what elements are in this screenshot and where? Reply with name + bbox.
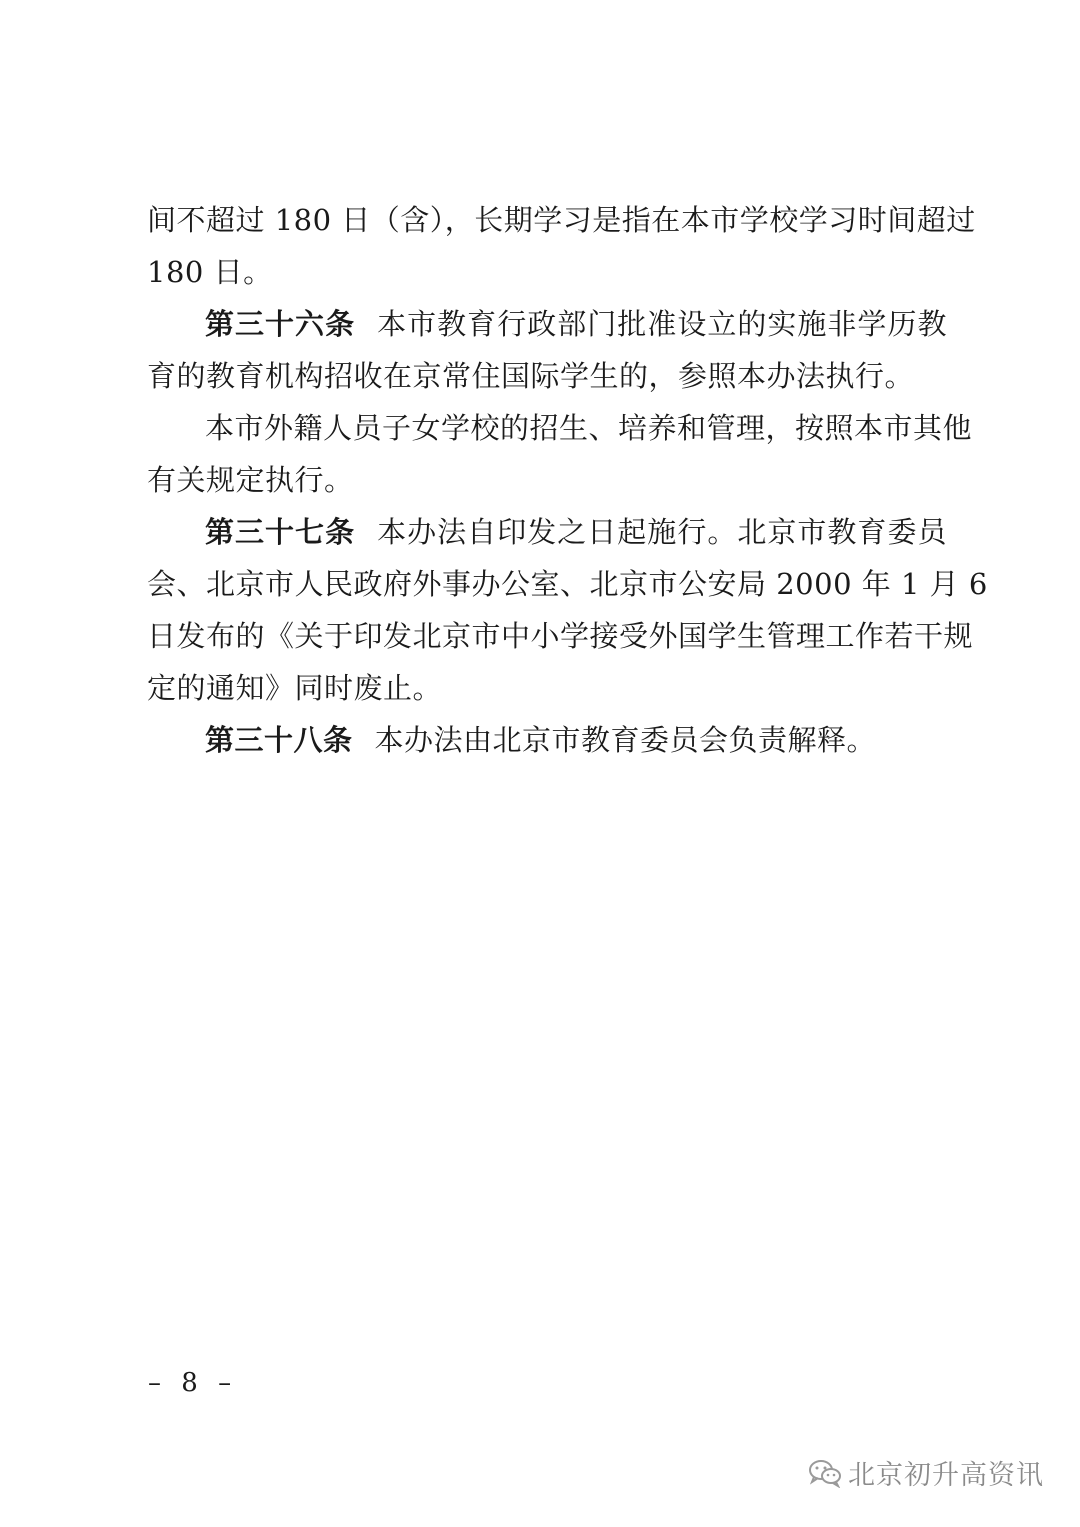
- wechat-watermark: [808, 1453, 1044, 1492]
- page-number: – 8 –: [148, 1368, 238, 1398]
- article-heading: 第三十八条: [205, 723, 353, 757]
- text-line: 间不超过 180 日（含），长期学习是指在本市学校学习时间超过: [147, 203, 976, 237]
- text-line: 本市外籍人员子女学校的招生、培养和管理，按照本市其他: [205, 411, 973, 445]
- text-line: 会、北京市人民政府外事办公室、北京市公安局 2000 年 1 月 6: [147, 567, 988, 601]
- article-heading: 第三十六条: [205, 307, 356, 341]
- article-37-line: 第三十七条 本办法自印发之日起施行。北京市教育委员: [205, 515, 947, 549]
- article-heading: 第三十七条: [205, 515, 356, 549]
- watermark-label: 北京初升高资讯: [848, 1460, 1044, 1491]
- text-line: 育的教育机构招收在京常住国际学生的，参照本办法执行。: [147, 359, 915, 393]
- text-line: 180 日。: [147, 255, 273, 289]
- text-line: 日发布的《关于印发北京市中小学接受外国学生管理工作若干规: [147, 619, 974, 653]
- article-38-line: 第三十八条 本办法由北京市教育委员会负责解释。: [205, 723, 877, 757]
- article-36-line: 第三十六条 本市教育行政部门批准设立的实施非学历教: [205, 307, 947, 341]
- text-line: 定的通知》同时废止。: [147, 671, 443, 705]
- text-line: 有关规定执行。: [147, 463, 354, 497]
- wechat-icon: [808, 1458, 842, 1488]
